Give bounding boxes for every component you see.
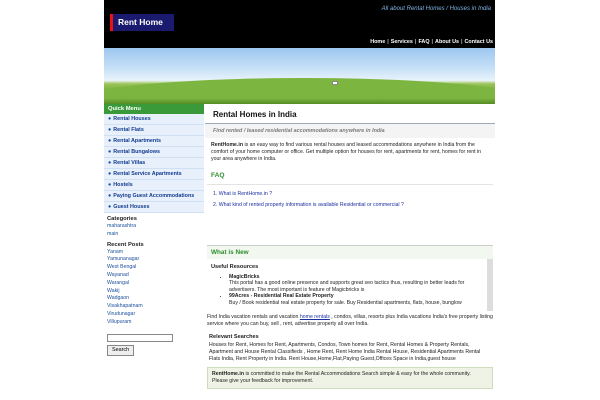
nav-contact-us[interactable]: Contact Us [464, 39, 493, 45]
scrollbar-thumb[interactable] [488, 261, 492, 275]
bullet-icon: ● [108, 127, 112, 133]
bullet-icon: ● [108, 193, 112, 199]
find-text-post: , condos, villas, resorts plus India vacations India's free property listing service where you can buy, sell , rent, advertise property all over India. [207, 314, 493, 327]
header [104, 0, 495, 48]
recent-post-link[interactable]: Virudunagar [107, 310, 136, 317]
nav-separator: | [431, 39, 434, 45]
nav-separator: | [387, 39, 389, 45]
relevant-searches-title: Relevant Searches [209, 334, 259, 340]
menu-label[interactable]: Rental Villas [113, 160, 146, 166]
recent-posts-title: Recent Posts [107, 241, 144, 248]
whats-new-section [207, 245, 493, 311]
recent-post-link[interactable]: Wadgaon [107, 295, 130, 302]
menu-item-rental-apartments[interactable] [104, 136, 204, 147]
nav-separator: | [461, 39, 463, 45]
faq-list [207, 184, 493, 215]
nav-home[interactable]: Home [370, 39, 386, 45]
resource-name[interactable]: MagicBricks [229, 274, 260, 280]
menu-item-rental-bungalows[interactable] [104, 147, 204, 158]
quick-menu [104, 114, 204, 213]
page-subtitle: Find rented / leased residential accommodations anywhere in India [205, 124, 495, 138]
resource-text: This portal has a good online presence and supports great seo tactics thus, resulting in better leads for advertisers. The most important is feature of Magicbricks is [229, 280, 465, 293]
recent-post-link[interactable]: Warangal [107, 279, 130, 286]
find-paragraph [205, 311, 495, 331]
menu-item-guest-houses[interactable] [104, 202, 204, 213]
resource-text: Buy / Book residential real estate property for sale. Buy Residential apartments, flats, house, bunglow [229, 299, 462, 306]
menu-item-paying-guest[interactable] [104, 191, 204, 202]
sidebar [104, 104, 204, 400]
menu-label[interactable]: Rental Apartments [113, 138, 161, 144]
categories-block [104, 213, 204, 239]
footer-text: is committed to make the Rental Accommodations Search simple & easy for the whole community. Please give your feedback for improvement. [212, 371, 471, 384]
bullet-icon: ● [108, 171, 112, 177]
banner-house [332, 81, 338, 85]
menu-label[interactable]: Rental Houses [113, 116, 151, 122]
whats-new-title: What is New [207, 246, 493, 259]
recent-post-link[interactable]: West Bengal [107, 264, 137, 271]
bullet-icon: ● [108, 204, 112, 210]
bullet-icon: ● [108, 138, 112, 144]
site-logo[interactable] [110, 14, 174, 31]
page-title: Rental Homes in India [205, 104, 495, 124]
footer-brand: RentHome.in [212, 371, 244, 377]
menu-item-rental-service-apartments[interactable] [104, 169, 204, 180]
menu-label[interactable]: Paying Guest Accommodations [113, 193, 195, 199]
resource-name[interactable]: 99Acres - Residential Real Estate Property [229, 293, 334, 300]
scrollbar[interactable] [487, 259, 493, 311]
resources-scroll-box[interactable] [207, 259, 493, 311]
find-text-pre: Find India vacation rentals and vacation [207, 314, 300, 320]
menu-item-hostels[interactable] [104, 180, 204, 191]
nav-about-us[interactable]: About Us [435, 39, 460, 45]
intro-brand: RentHome.in [211, 142, 243, 148]
recent-post-link[interactable]: Villupuram [107, 318, 132, 325]
menu-label[interactable]: Rental Bungalows [113, 149, 160, 155]
recent-post-link[interactable]: Yamunanagar [107, 256, 140, 263]
logo-text[interactable]: Rent Home [118, 17, 163, 27]
resources-title: Useful Resources [211, 264, 259, 270]
faq-item[interactable]: 2. What kind of rented property information is available Residential or commercial ? [213, 202, 404, 208]
bullet-icon: ● [108, 182, 112, 188]
recent-post-link[interactable]: Wayanad [107, 271, 129, 278]
resource-item [211, 274, 483, 293]
nav-separator: | [414, 39, 417, 45]
search-button[interactable]: Search [107, 345, 134, 356]
recent-post-link[interactable]: Yanam [107, 248, 124, 255]
bullet-icon: ● [108, 149, 112, 155]
menu-label[interactable]: Rental Service Apartments [113, 171, 182, 177]
quick-menu-title: Quick Menu [104, 104, 204, 114]
faq-title: FAQ [211, 172, 225, 179]
search-input[interactable] [107, 334, 173, 342]
banner-image [104, 48, 495, 104]
page-container [104, 0, 495, 400]
search-block [104, 327, 204, 356]
nav-faq[interactable]: FAQ [418, 39, 430, 45]
nav-services[interactable]: Services [390, 39, 413, 45]
intro-text: is an easy way to find various rental houses and leased accommodations anywhere in India from the comfort of your home computer or office. Get multiple option for houses for rent, apartments for rent, homes for rent in your area anywhere in India. [211, 142, 482, 162]
site-tagline: All about Rental Homes / Houses in India [381, 6, 491, 12]
menu-item-rental-villas[interactable] [104, 158, 204, 169]
menu-label[interactable]: Hostels [113, 182, 133, 188]
category-link[interactable]: main [107, 230, 119, 237]
intro-paragraph [205, 138, 495, 167]
menu-item-rental-flats[interactable] [104, 125, 204, 136]
main-content [205, 104, 495, 400]
relevant-searches-text: Houses for Rent, Homes for Rent, Apartments, Condos, Town homes for Rent, Rental Homes & Property Rentals, Apartment and House Rental Classifieds , Home Rent, Rent Home India Rental House, Residential Apartments Rental Flats India, Rent Property in India. Rent House,Home,Flat,Paying Guest,Offices Space in India,guest house [209, 342, 481, 362]
menu-item-rental-houses[interactable] [104, 114, 204, 125]
home-rentals-link[interactable]: home rentals [299, 314, 330, 320]
top-nav [370, 39, 493, 45]
categories-title: Categories [107, 216, 137, 222]
menu-label[interactable]: Guest Houses [113, 204, 150, 210]
menu-label[interactable]: Rental Flats [113, 127, 144, 133]
footer-note [207, 367, 493, 389]
recent-post-link[interactable]: Wakij [107, 287, 120, 294]
recent-post-link[interactable]: Visakhapatnam [107, 303, 143, 310]
bullet-icon: ● [108, 116, 112, 122]
category-link[interactable]: maharashtra [107, 223, 137, 229]
recent-posts-block [104, 239, 204, 327]
resource-item [211, 293, 483, 306]
faq-item[interactable]: 1. What is RentHome.in ? [213, 191, 273, 197]
bullet-icon: ● [108, 160, 112, 166]
